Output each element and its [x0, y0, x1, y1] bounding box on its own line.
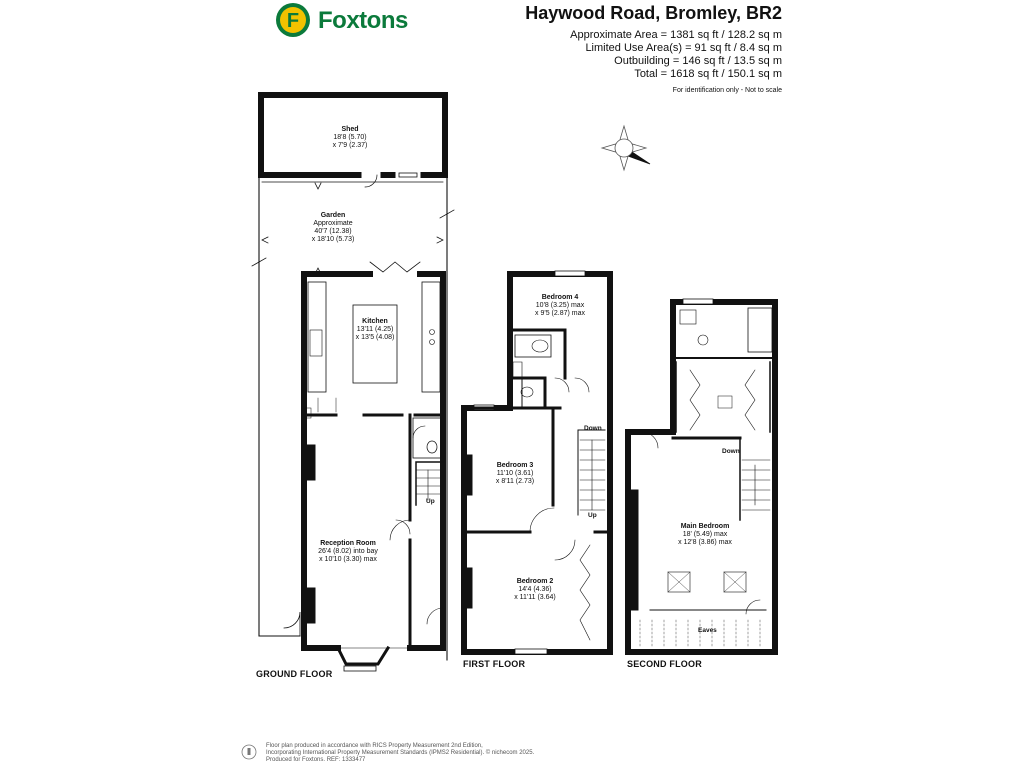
bedroom-3-label: Bedroom 3 11'10 (3.61) x 8'11 (2.73)	[495, 462, 535, 485]
reception-room-label: Reception Room 26'4 (8.02) into bay x 10'10 (3.30) max	[318, 540, 378, 563]
kitchen-label: Kitchen 13'11 (4.25) x 13'5 (4.08)	[355, 318, 395, 341]
area-approximate: Approximate Area = 1381 sq ft / 128.2 sq m	[570, 29, 782, 41]
logo-letter: F	[286, 10, 300, 32]
ground-stairs-up-label: Up	[426, 498, 435, 505]
bedroom-4-label: Bedroom 4 10'8 (3.25) max x 9'5 (2.87) max	[535, 294, 585, 317]
info-icon	[242, 745, 256, 759]
identification-note: For identification only - Not to scale	[672, 87, 782, 94]
logo-wordmark: Foxtons	[318, 7, 408, 34]
second-floor-label: SECOND FLOOR	[627, 659, 702, 669]
footer-line-1: Floor plan produced in accordance with RICS Property Measurement 2nd Edition,	[266, 743, 483, 749]
second-stairs-down-label: Down	[722, 448, 740, 455]
property-title: Haywood Road, Bromley, BR2	[525, 3, 782, 23]
ground-floor-label: GROUND FLOOR	[256, 669, 333, 679]
first-floor-label: FIRST FLOOR	[463, 659, 526, 669]
footer-line-3: Produced for Foxtons. REF: 1333477	[266, 757, 366, 763]
area-limited-use: Limited Use Area(s) = 91 sq ft / 8.4 sq m	[585, 42, 782, 54]
first-stairs-up-label: Up	[588, 512, 597, 519]
area-outbuilding: Outbuilding = 146 sq ft / 13.5 sq m	[614, 55, 782, 67]
footer-line-2: Incorporating International Property Measurement Standards (IPMS2 Residential). © nichecom 2025.	[266, 750, 535, 756]
eaves-label: Eaves	[698, 627, 717, 634]
bedroom-2-label: Bedroom 2 14'4 (4.36) x 11'11 (3.64)	[514, 578, 556, 601]
area-total: Total = 1618 sq ft / 150.1 sq m	[634, 68, 782, 80]
garden-label: Garden Approximate 40'7 (12.38) x 18'10 (5.73)	[311, 212, 355, 243]
first-stairs-down-label: Down	[584, 425, 602, 432]
shed-label: Shed 18'8 (5.70) x 7'9 (2.37)	[332, 126, 368, 149]
main-bedroom-label: Main Bedroom 18' (5.49) max x 12'8 (3.86) max	[678, 523, 732, 546]
footer-disclaimer	[266, 743, 534, 764]
compass-icon	[602, 126, 650, 170]
